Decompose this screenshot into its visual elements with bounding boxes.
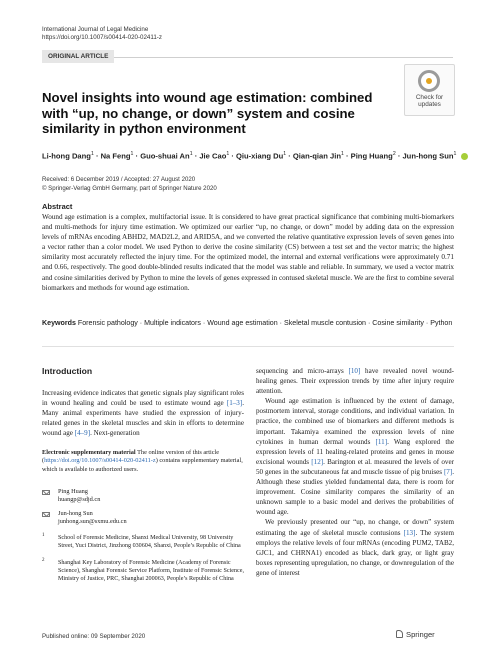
journal-doi[interactable]: https://doi.org/10.1007/s00414-020-02411-z [42,34,162,41]
check-updates-line1: Check for [415,94,444,101]
text-run: have revealed novel wound-healing genes. Their expression trends by time after injury require attention. [256,367,454,396]
citation-link[interactable]: [11] [375,437,388,446]
author-name[interactable]: Na Feng [100,151,131,161]
left-column [42,366,244,438]
contact-entry [42,488,244,504]
affiliation-number: 2 [42,557,45,563]
article-type-badge: ORIGINAL ARTICLE [42,50,114,63]
author-affiliation: 1 [226,151,230,157]
text-run: Increasing evidence indicates that genetic signals play significant roles in wound healing and could be used to estimate wound age [42,389,244,408]
orcid-icon[interactable] [461,153,468,160]
citation-link[interactable]: [12] [311,457,324,466]
article-title: Novel insights into wound age estimation: combined with “up, no change, or down” system and cosine similarity in python environment [42,90,373,136]
envelope-icon [42,490,50,495]
keywords [42,318,454,328]
publisher-name: Springer [406,630,435,639]
citation-link[interactable]: [13] [403,528,416,537]
citation-link[interactable]: [4–9] [74,429,91,438]
intro-paragraph-1 [42,388,244,438]
text-run: . Next-generation [90,429,140,438]
text-run: sequencing and micro-arrays [256,367,349,375]
text-run: ) contains supplementary material, which is available to authorized users. [42,457,243,473]
author-affiliation: 1 [453,151,457,157]
contact-name: Ping Huang [58,488,88,495]
text-run: We previously presented our “up, no change, or down” system estimating the age of skeletal muscle contusions [256,518,454,537]
correspondence [42,488,244,583]
section-divider [42,346,454,347]
author-name[interactable]: Qiu-xiang Du [235,151,284,161]
esm-link[interactable]: https://doi.org/10.1007/s00414-020-02411-z [44,457,156,465]
affiliation [42,534,244,550]
contact-entry [42,510,244,526]
author-affiliation: 2 [392,151,396,157]
affiliation-text: Shanghai Key Laboratory of Forensic Medicine (Academy of Forensic Science), Shanghai Forensic Service Platform, Institute of Forensic Science, Ministry of Justice, PRC, Shanghai 200063, People’s Republic of China [58,559,244,582]
envelope-icon [42,512,50,517]
intro-heading: Introduction [42,366,93,376]
author-name[interactable]: Qian-qian Jin [292,151,341,161]
keywords-label: Keywords [42,319,76,327]
author-name[interactable]: Jie Cao [199,151,227,161]
text-run: . The system employs the relative levels of four mRNAs (encoding PUM2, TAB2, GJC1, and CHRNA1) encoded as black, dark gray, or light gray boxes representing upregulation, no change, or downregulation of the gene of interest [256,528,454,577]
esm-label: Electronic supplementary material [42,449,136,456]
author-name[interactable]: Jun-hong Sun [402,151,454,161]
article-dates [42,176,217,193]
intro-paragraph-2 [256,396,454,517]
right-column [256,366,454,578]
intro-paragraph-1-cont [256,366,454,396]
publisher-logo [396,630,435,639]
contact-name: Jun-hong Sun [58,510,93,518]
abstract-heading: Abstract [42,202,73,211]
citation-link[interactable]: [1–3] [226,399,243,408]
text-run: . Barington et al. measured the levels of over 50 genes in the subcutaneous fat and muscle tissue of pig bruises [256,457,454,476]
affiliation-number: 1 [42,533,45,539]
published-online: Published online: 09 September 2020 [42,633,146,640]
journal-header [42,26,162,42]
text-run: . Although these studies yielded fundamental data, there is room for improvement. Cosine similarity compares the similarity of an unknown sample to a basic model and derives the probabilities of wound age. [256,467,454,517]
author-affiliation: 1 [90,151,94,157]
intro-paragraph-3 [256,517,454,578]
springer-horse-icon [396,630,403,638]
received-accepted: Received: 6 December 2019 / Accepted: 27 August 2020 [42,176,196,183]
author-name[interactable]: Ping Huang [350,151,393,161]
abstract-text: Wound age estimation is a complex, multifactorial issue. It is considered to have great practical significance that combining multi-biomarkers and multi-methods for injury time estimation. We optimized our earlier “up, no change, or down” model by adding data on the expression levels of mRNAs encoding ABHD2, MAD2L2, and ARID5A, and we converted the relative quantitative expression levels of seven genes into a vector rather than a color model. We used Python to derive the cosine similarity (CS) between a test set and the vector matrix; the highest similarity most accurately reflected the injury time. For the optimized model, the internal and external verifications were approximately 0.71 and 0.66, respectively. The good double-blinded results indicated that the model was stable and reliable. In summary, we used a vector matrix and cosine similarities derived by Python to mine the levels of genes expressed in contused skeletal muscle. We are the first to combine several biomarkers and methods for wound age estimation. [42,213,454,292]
citation-link[interactable]: [7] [443,467,453,476]
esm-note [42,449,244,474]
author-affiliation: 1 [340,151,344,157]
text-run: Wound age estimation is influenced by the extent of damage, postmortem interval, storage conditions, and individual variation. In practice, the combined use of biomarkers and different methods is important. Takamiya examined the expression levels of nine cytokines in human dermal wounds [256,397,454,446]
author-name[interactable]: Li-hong Dang [42,151,91,161]
author-list: Li-hong Dang$^1$ · Na Feng$^1$ · Guo-shuai $An^1$ · Jie Cao$^1$ · Qiu-xiang $Du^1$ · Qian-qian Jin$^1$ · Ping Huang$^2$ · Jun-hong Sun$^1$ [42,151,462,161]
check-for-updates-button[interactable] [404,64,455,116]
author-affiliation: 1 [189,151,193,157]
citation-link[interactable]: [10] [348,367,361,375]
journal-name: International Journal of Legal Medicine [42,26,149,33]
author-affiliation: 1 [130,151,134,157]
contact-email[interactable]: junhong.sun@sxmu.edu.cn [58,518,127,526]
check-updates-line2: updates [418,101,441,108]
keywords-text: Forensic pathology · Multiple indicators · Wound age estimation · Skeletal muscle contusion · Cosine similarity · Python [77,319,453,327]
contact-email[interactable]: huangp@sdjd.cn [58,496,101,504]
text-run: . Wang explored the expression levels of 11 healing-related proteins and genes in mouse excisional wounds [256,437,454,466]
author-name[interactable]: Guo-shuai An [140,151,190,161]
copyright: © Springer-Verlag GmbH Germany, part of Springer Nature 2020 [42,184,217,192]
affiliation-text: School of Forensic Medicine, Shanxi Medical University, 98 University Street, Yuci District, Jinzhong 030604, Shanxi, People’s Republic of China [58,535,241,550]
check-updates-icon [418,70,440,92]
author-affiliation: 1 [283,151,287,157]
text-run: The online version of this article ( [42,449,220,465]
text-run: . Many animal experiments have studied the expression of injury-related genes in the skeletal muscles and skin in efforts to determine wound age [42,399,244,438]
affiliation [42,559,244,583]
